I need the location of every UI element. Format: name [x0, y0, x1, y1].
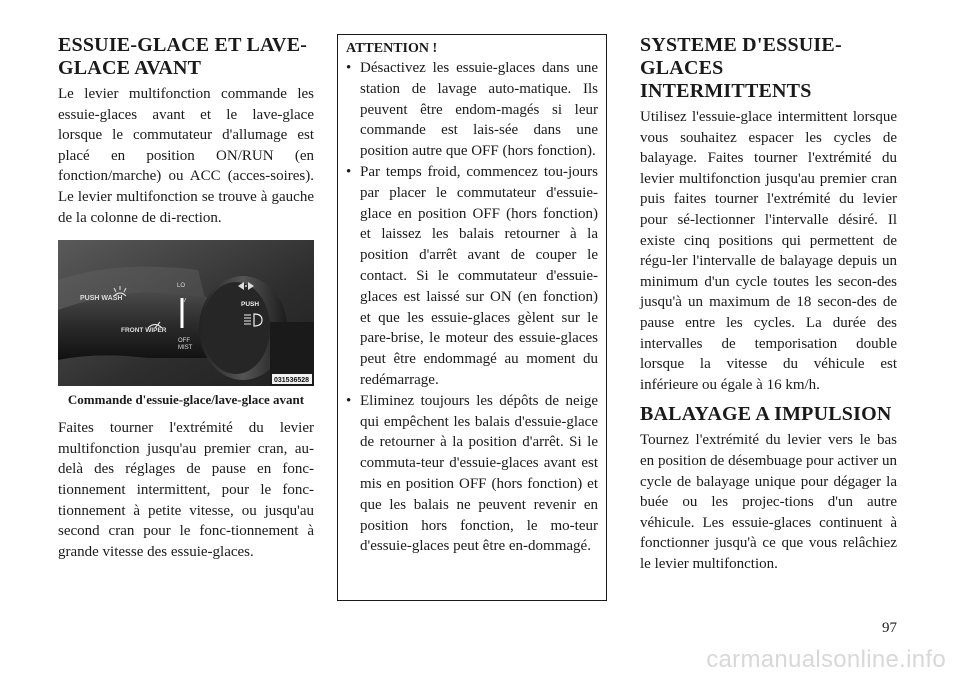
push-wash-label: PUSH WASH [80, 295, 123, 303]
attention-title: ATTENTION ! [346, 41, 438, 56]
figure-caption: Commande d'essuie-glace/lave-glace avant [67, 392, 305, 408]
intro-paragraph: Le levier multifonction commande les essuie-glaces avant et le lave-glace lorsque le commutateur d'allumage est placé en position ON/RUN (en fonction/marche) ou ACC (acces-soires). Le levier multifonction se trouve à gauche de la colonne de di-rection. [58, 86, 314, 226]
bullet-icon: • [346, 163, 352, 180]
list-item: • Désactivez les essuie-glaces dans une station de lavage auto-matique. Ils peuvent être endom-magés si leur commande est lais-sée dans une position autre que OFF (hors fonction). [346, 60, 598, 160]
off-label: OFF [178, 338, 190, 345]
attention-box [337, 34, 607, 601]
section-heading-pulse: BALAYAGE A IMPULSION [640, 403, 892, 426]
right-column [640, 34, 897, 574]
attention-list [346, 58, 598, 557]
lo-label: LO [177, 283, 186, 290]
intermittent-paragraph: Utilisez l'essuie-glace intermittent lorsque vous souhaitez espacer les cycles de balayage. Faites tourner l'extrémité du levier multifonction jusqu'au premier cran puis faites tourner l'extrémité du levier pour sé-lectionner l'intervalle désiré. Il existe cinq positions qui permettent de régu-ler l'intervalle de balayage depuis un minimum d'un cycle toutes les secon-des jusqu'à un maximum de 18 secon-des de pause entre les cycles. La durée des intervalles de temporisation double lorsque la vitesse du véhicule est inférieure ou égale à 16 km/h. [640, 109, 897, 393]
middle-column [337, 34, 607, 601]
bullet-icon: • [346, 60, 352, 76]
bullet-icon: • [346, 392, 352, 409]
speed-paragraph: Faites tourner l'extrémité du levier multifonction jusqu'au premier cran, au-delà des réglages de pause en fonc-tionnement intermittent, pour le fonc-tionnement à petite vitesse, ou jusqu'au second cran pour le fonc-tionnement à grande vitesse des essuie-glaces. [58, 420, 314, 560]
push-label: PUSH [241, 301, 260, 309]
section-heading-front-wipers: ESSUIE-GLACE ET LAVE-GLACE AVANT [58, 34, 308, 79]
left-column [58, 34, 314, 562]
site-watermark: carmanualsonline.info [706, 646, 946, 673]
front-wiper-label: FRONT WIPER [121, 327, 167, 335]
mist-label: MIST [178, 345, 193, 352]
list-item: • Par temps froid, commencez tou-jours par placer le commutateur d'essuie-glace en position OFF (hors fonction) et laissez les balais retourner à la position d'arrêt avant de couper le contact. Si le commutateur d'essuie-glaces est laissé sur ON (en fonction) et que les essuie-glaces gèlent sur le pare-brise, le moteur des essuie-glaces peut être endommagé au moment du redémarrage. [346, 163, 598, 388]
image-code: 031536528 [274, 377, 310, 385]
wiper-lever-photo [58, 240, 314, 386]
lever-illustration [58, 240, 314, 386]
list-item: • Eliminez toujours les dépôts de neige qui empêchent les balais d'essuie-glace de retourner à la position d'arrêt. Si le commuta-teur d'essuie-glaces avant est mis en position OFF (hors fonction) et que les balais ne peuvent revenir en position hors fonction, le mo-teur d'essuie-glaces peut être en-dommagé. [346, 392, 598, 555]
page-number: 97 [882, 620, 897, 636]
pulse-paragraph: Tournez l'extrémité du levier vers le bas en position de désembuage pour activer un cycle de balayage unique pour dégager la buée ou les projec-tions d'un autre véhicule. Les essuie-glaces continuent à fonctionner jusqu'à ce que vous relâchiez le levier multifonction. [640, 432, 897, 572]
section-heading-intermittent: SYSTEME D'ESSUIE-GLACES INTERMITTENTS [640, 34, 842, 102]
